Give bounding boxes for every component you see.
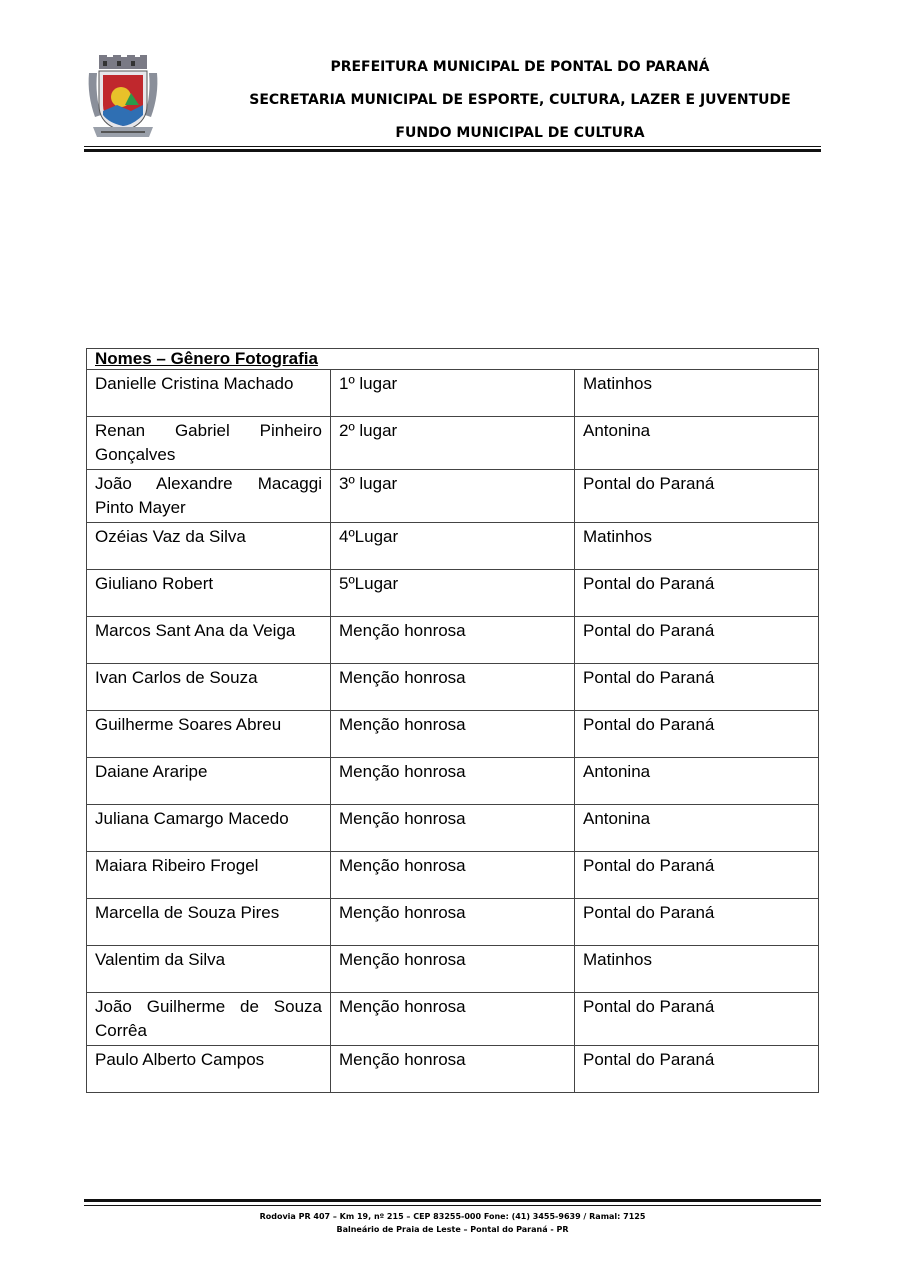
table-row (87, 570, 819, 617)
participant-name-cell: Renan Gabriel Pinheiro Gonçalves (87, 417, 331, 470)
city-cell: Pontal do Paraná (575, 899, 819, 946)
participant-name-cell: Guilherme Soares Abreu (87, 711, 331, 758)
city-cell: Pontal do Paraná (575, 852, 819, 899)
city-cell: Matinhos (575, 946, 819, 993)
participant-name-cell: Marcella de Souza Pires (87, 899, 331, 946)
header-line-prefeitura: PREFEITURA MUNICIPAL DE PONTAL DO PARANÁ (330, 59, 710, 75)
city-cell: Matinhos (575, 523, 819, 570)
participant-name-cell: Ivan Carlos de Souza (87, 664, 331, 711)
footer-city: Balneário de Praia de Leste – Pontal do Paraná - PR (336, 1225, 569, 1234)
table-row (87, 470, 819, 523)
city-cell: Pontal do Paraná (575, 470, 819, 523)
header-divider (84, 146, 821, 147)
city-cell: Antonina (575, 758, 819, 805)
table-row (87, 417, 819, 470)
city-cell: Matinhos (575, 370, 819, 417)
city-cell: Pontal do Paraná (575, 1046, 819, 1093)
placement-cell: Menção honrosa (331, 993, 575, 1046)
footer-divider-thick (84, 1199, 821, 1202)
table-row (87, 664, 819, 711)
header-line-secretaria: SECRETARIA MUNICIPAL DE ESPORTE, CULTURA, LAZER E JUVENTUDE (249, 92, 791, 108)
participant-name-cell: Daiane Araripe (87, 758, 331, 805)
placement-cell: Menção honrosa (331, 664, 575, 711)
placement-cell: 1º lugar (331, 370, 575, 417)
city-cell: Pontal do Paraná (575, 993, 819, 1046)
placement-cell: 5ºLugar (331, 570, 575, 617)
table-row (87, 852, 819, 899)
placement-cell: 2º lugar (331, 417, 575, 470)
placement-cell: 3º lugar (331, 470, 575, 523)
participant-name-cell: João Alexandre Macaggi Pinto Mayer (87, 470, 331, 523)
table-row (87, 946, 819, 993)
table-row (87, 805, 819, 852)
participant-name-cell: Giuliano Robert (87, 570, 331, 617)
city-cell: Antonina (575, 417, 819, 470)
participant-name-cell: Marcos Sant Ana da Veiga (87, 617, 331, 664)
table-title: Nomes – Gênero Fotografia (87, 349, 819, 370)
table-row (87, 899, 819, 946)
municipal-coat-of-arms-icon (87, 55, 159, 139)
results-table (86, 348, 819, 1093)
participant-name-cell: Juliana Camargo Macedo (87, 805, 331, 852)
table-row (87, 523, 819, 570)
participant-name-cell: João Guilherme de Souza Corrêa (87, 993, 331, 1046)
placement-cell: Menção honrosa (331, 805, 575, 852)
header-line-fundo: FUNDO MUNICIPAL DE CULTURA (395, 125, 645, 141)
placement-cell: 4ºLugar (331, 523, 575, 570)
footer-address: Rodovia PR 407 – Km 19, nº 215 – CEP 83255-000 Fone: (41) 3455-9639 / Ramal: 7125 (259, 1212, 646, 1221)
placement-cell: Menção honrosa (331, 617, 575, 664)
participant-name-cell: Maiara Ribeiro Frogel (87, 852, 331, 899)
table-row (87, 617, 819, 664)
table-row (87, 711, 819, 758)
table-row (87, 758, 819, 805)
table-row (87, 1046, 819, 1093)
participant-name-cell: Ozéias Vaz da Silva (87, 523, 331, 570)
city-cell: Pontal do Paraná (575, 617, 819, 664)
placement-cell: Menção honrosa (331, 1046, 575, 1093)
footer-divider (84, 1205, 821, 1206)
header-divider-thick (84, 149, 821, 152)
placement-cell: Menção honrosa (331, 711, 575, 758)
city-cell: Pontal do Paraná (575, 711, 819, 758)
placement-cell: Menção honrosa (331, 758, 575, 805)
placement-cell: Menção honrosa (331, 899, 575, 946)
city-cell: Antonina (575, 805, 819, 852)
table-row (87, 993, 819, 1046)
participant-name-cell: Danielle Cristina Machado (87, 370, 331, 417)
placement-cell: Menção honrosa (331, 852, 575, 899)
placement-cell: Menção honrosa (331, 946, 575, 993)
city-cell: Pontal do Paraná (575, 664, 819, 711)
participant-name-cell: Paulo Alberto Campos (87, 1046, 331, 1093)
table-row (87, 370, 819, 417)
city-cell: Pontal do Paraná (575, 570, 819, 617)
table-title-row (87, 349, 819, 370)
participant-name-cell: Valentim da Silva (87, 946, 331, 993)
